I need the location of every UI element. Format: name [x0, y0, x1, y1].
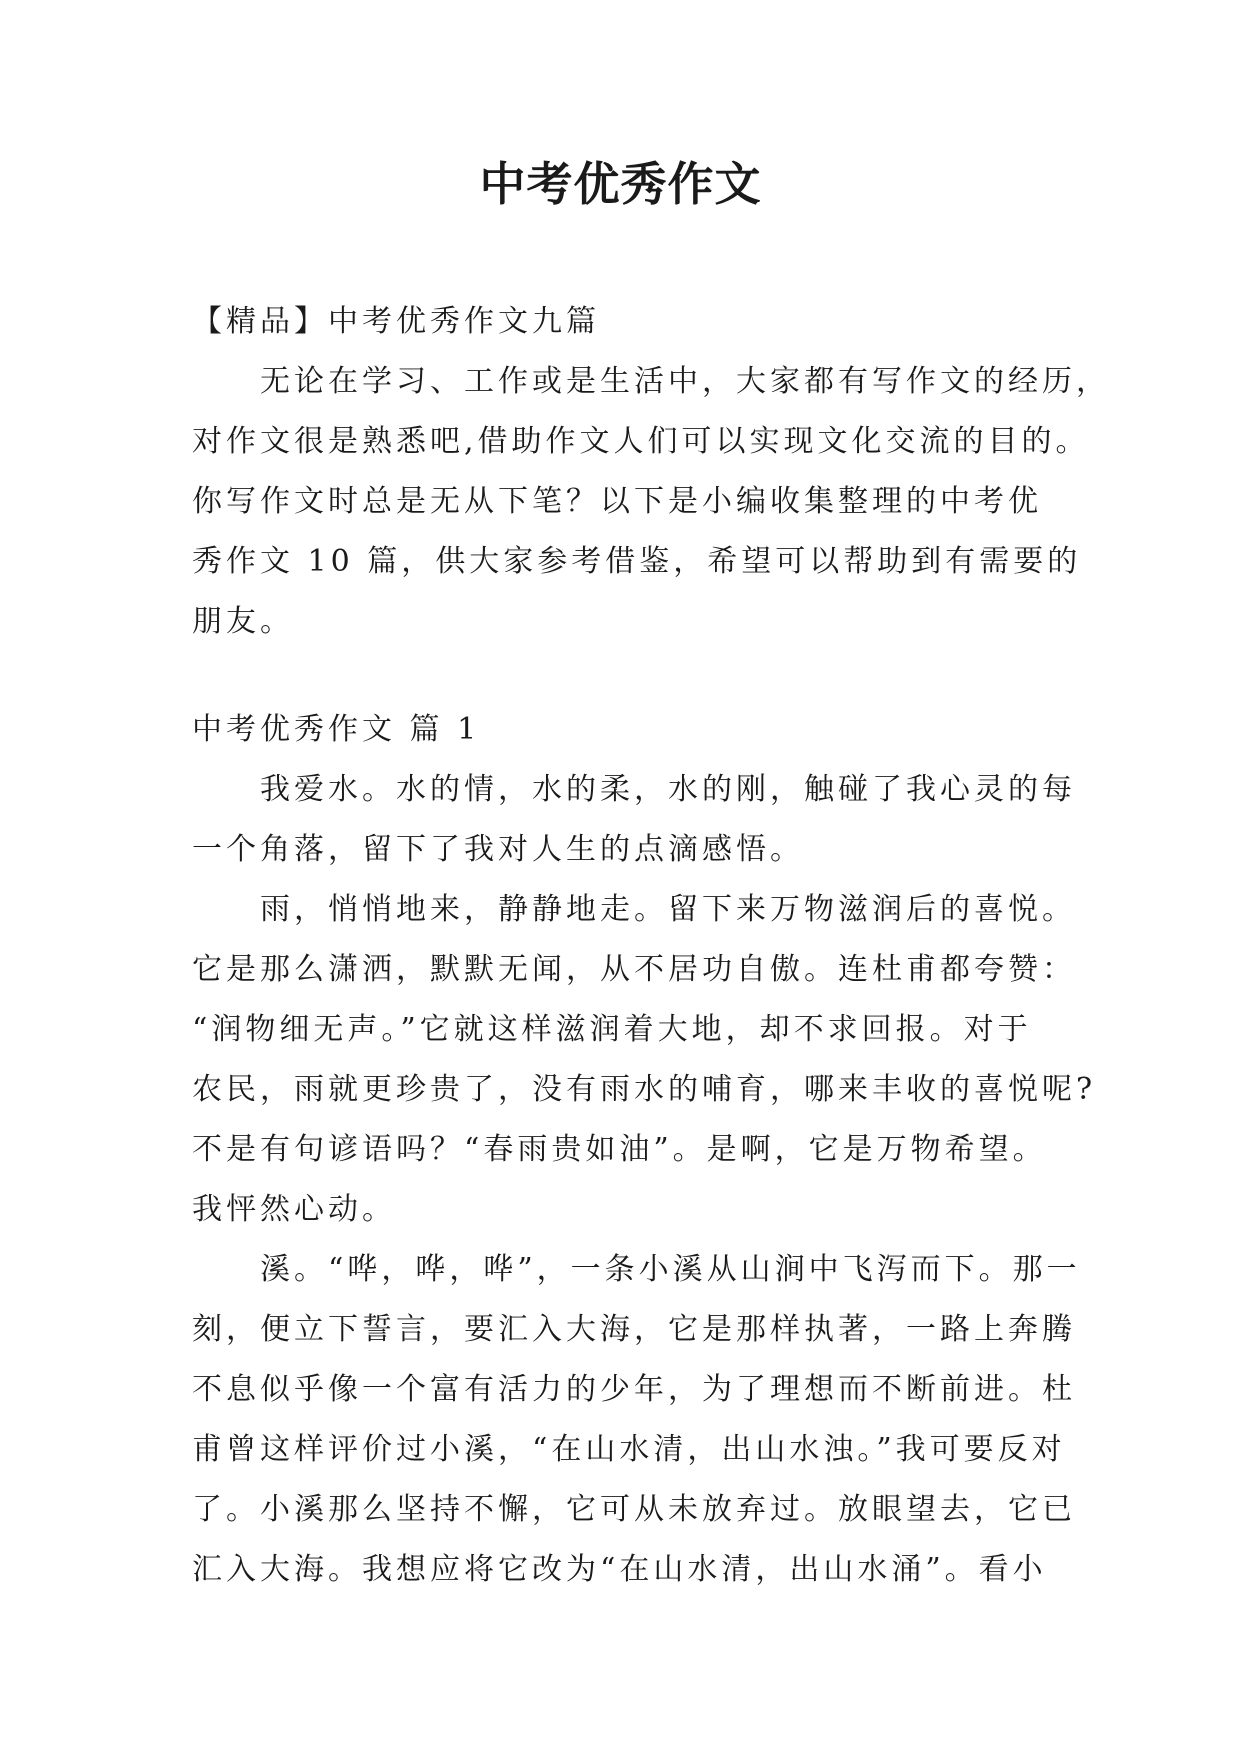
essay-line: 汇入大海。我想应将它改为“在山水清，出山水涌”。看小 [192, 1552, 1047, 1587]
essay-body [192, 760, 1097, 1600]
essay-line: 刻，便立下誓言，要汇入大海，它是那样执著，一路上奔腾 [192, 1312, 1076, 1347]
essay-line: 不息似乎像一个富有活力的少年，为了理想而不断前进。杜 [192, 1372, 1076, 1407]
essay-line: 雨，悄悄地来，静静地走。留下来万物滋润后的喜悦。 [192, 892, 1076, 927]
subtitle-block [192, 292, 1072, 352]
essay-line: 溪。“哗，哗，哗”，一条小溪从山涧中飞泻而下。那一 [192, 1252, 1081, 1287]
essay-line: 不是有句谚语吗？“春雨贵如油”。是啊，它是万物希望。 [192, 1132, 1047, 1167]
essay-line: 一个角落，留下了我对人生的点滴感悟。 [192, 832, 804, 867]
essay-line: 我爱水。水的情，水的柔，水的刚，触碰了我心灵的每 [192, 772, 1076, 807]
intro-line: 秀作文 10 篇，供大家参考借鉴，希望可以帮助到有需要的 [192, 544, 1082, 579]
section-heading: 中考优秀作文 篇 1 [192, 712, 481, 747]
document-subtitle: 【精品】中考优秀作文九篇 [192, 304, 600, 339]
intro-line: 对作文很是熟悉吧,借助作文人们可以实现文化交流的目的。 [192, 424, 1090, 459]
intro-paragraph [192, 352, 1110, 652]
essay-line: 了。小溪那么坚持不懈，它可从未放弃过。放眼望去，它已 [192, 1492, 1076, 1527]
essay-line: “润物细无声。”它就这样滋润着大地，却不求回报。对于 [192, 1012, 1032, 1047]
intro-line: 无论在学习、工作或是生活中，大家都有写作文的经历， [192, 364, 1110, 399]
intro-line: 朋友。 [192, 604, 294, 639]
intro-line: 你写作文时总是无从下笔？以下是小编收集整理的中考优 [192, 484, 1042, 519]
section-heading-block [192, 700, 1072, 760]
essay-line: 农民，雨就更珍贵了，没有雨水的哺育，哪来丰收的喜悦呢? [192, 1072, 1097, 1107]
essay-line: 我怦然心动。 [192, 1192, 396, 1227]
document-title: 中考优秀作文 [479, 157, 762, 211]
essay-line: 它是那么潇洒，默默无闻，从不居功自傲。连杜甫都夸赞： [192, 952, 1076, 987]
essay-line: 甫曾这样评价过小溪，“在山水清，出山水浊。”我可要反对 [192, 1432, 1066, 1467]
